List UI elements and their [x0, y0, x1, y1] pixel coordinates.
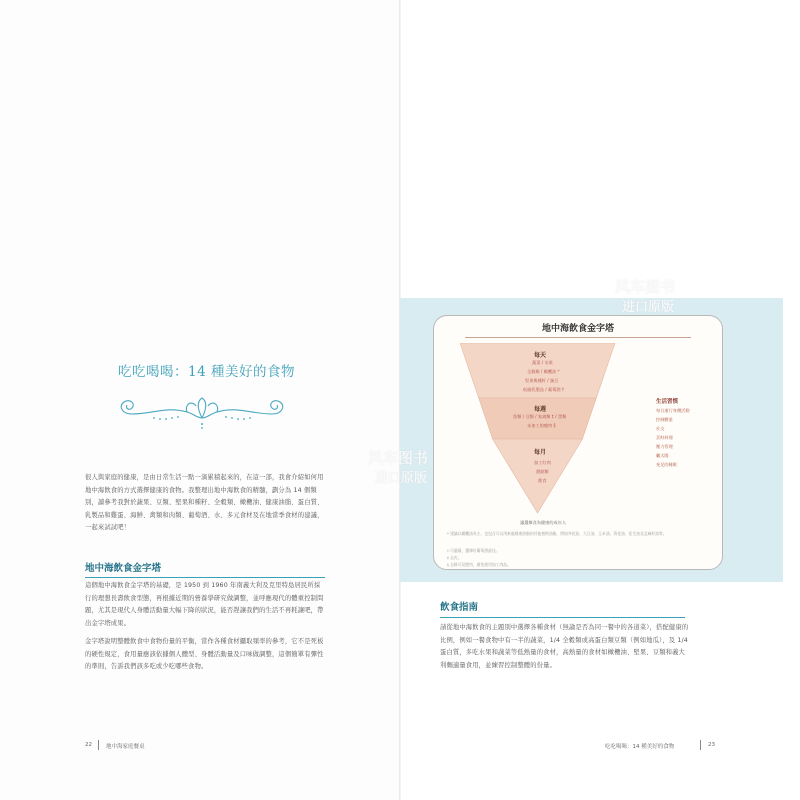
tier-item: 未加工的瘦肉 § [527, 423, 556, 428]
lifestyle-item: 社交 [656, 426, 665, 431]
lifestyle-title: 生活習慣 [656, 399, 679, 405]
lifestyle-item: 烹飪料理 [656, 435, 673, 440]
tier-item: 全穀類 / 橄欖油 * [527, 369, 560, 374]
tier-item: 甜點類 [536, 469, 549, 474]
section-heading-guide: 飲食指南 [440, 602, 479, 613]
heading-rule [440, 617, 685, 618]
figure-title: 地中海飲食金字塔 [541, 324, 614, 334]
tier-item: 魚類 / 豆類 / 家禽類 ‡ / 蛋類 [513, 414, 567, 419]
folio-number-right: 23 [708, 742, 715, 748]
figure-note: * 建議以橄欖油為主，也包含可以用來做健康油脂的其他植物油脂，例如芥花油、大豆油、玉米油、葵花油、花生油及亞麻籽油等。 [447, 531, 667, 536]
lifestyle-item: 壓力管理 [656, 444, 673, 449]
lifestyle-item: 控制體重 [656, 417, 673, 422]
tier-label-daily: 每天 [534, 352, 547, 359]
figure-note: † 可適量，選擇紅葡萄酒最佳。 [447, 548, 500, 553]
folio-separator [98, 740, 99, 750]
lifestyle-item: 充足的睡眠 [656, 462, 677, 467]
pyramid-paragraph-1: 這個地中海飲食金字塔的基礎，是 1950 到 1960 年南義大利及克里特島居民所採行的理想長壽飲食型態，再根據近期的營養學研究做調整，並呼應現代的體重控制問題，尤其是現代人身體活動量大幅下降的狀況，能否趕讓我們的生活不再耗讓吧，帶出金字塔成果。 [85, 582, 324, 627]
lifestyle-item: 每日運行身體活動 [656, 408, 690, 413]
tier-item: 低脂乳製品 / 葡萄酒 † [523, 387, 564, 392]
tier-item: 蔬菜 / 水果 [532, 360, 553, 365]
folio-separator [700, 740, 701, 750]
tier-item: 甜食 [538, 478, 547, 483]
tier-item: 加工紅肉 [534, 460, 551, 465]
guide-paragraph: 請從地中海飲食的主題別中選擇各種食材（無論是否為同一餐中的各道菜），搭配健康的比例，例如一餐食物中有一半的蔬菜，1/4 全穀類或高蛋白類豆類（例如地瓜），及 1/4 蛋白質，多吃水果和蔬菜等低熱量的食材，高熱量的食材如橄欖油、堅果、豆類和義大利麵適量食用，並練習控制整體的份量。 [440, 624, 689, 669]
figure-note: ‡ 去皮。 [447, 555, 462, 560]
watermark-line: 进口原版 [375, 471, 428, 486]
figure-note: § 去除可見肥肉，避免使用加工肉品。 [447, 562, 511, 567]
intro-paragraph: 很人與家庭的健康，是由日常生活一點一滴累積起來的，在這一部，我會介紹如何用地中海飲食的方式選擇健康的食物。我整理出地中海飲食的精髓，劃分為 14 個類別，讀參考我對於蔬果、豆類、堅果和種籽、全穀類、橄欖油、健康油脂、蛋白質、乳製品和雞蛋、海鮮、禽類和肉類、葡萄酒、水、多元食材及在地當季食材的建議，一起來試試吧！ [85, 474, 324, 532]
lifestyle-item: 曬太陽 [656, 453, 669, 458]
watermark-line: 进口原版 [622, 300, 675, 315]
section-heading-pyramid: 地中海飲食金字塔 [85, 563, 162, 574]
tier-label-monthly: 每月 [534, 449, 547, 456]
figure-title-rule [465, 337, 691, 338]
folio-title-left: 地中海家庭餐桌 [106, 744, 145, 750]
heading-rule [85, 577, 325, 578]
tier-label-weekly: 每週 [534, 406, 547, 413]
chapter-title: 吃吃喝喝：14 種美好的食物 [118, 364, 295, 380]
folio-title-right: 吃吃喝喝：14 種美好的食物 [605, 744, 675, 750]
tier-item: 堅果與種籽 / 豌豆 [525, 378, 559, 383]
pyramid-caption: 讓選擇食為健康的成年人 [520, 520, 567, 525]
watermark-line: 风车图书 [615, 278, 676, 296]
watermark-line: 风车图书 [368, 449, 429, 467]
folio-number-left: 22 [85, 742, 92, 748]
pyramid-paragraph-2: 金字塔說明整體飲食中食物份量的平衡，當作各種食材攝取頻率的參考，它不是死板的硬性規定，食用量應該依據個人體型、身體活動量及口味做調整，這個簡單有彈性的準則，告訴我們該多吃或少吃哪些食物。 [85, 638, 324, 671]
ornament-flourish-icon [112, 392, 292, 432]
